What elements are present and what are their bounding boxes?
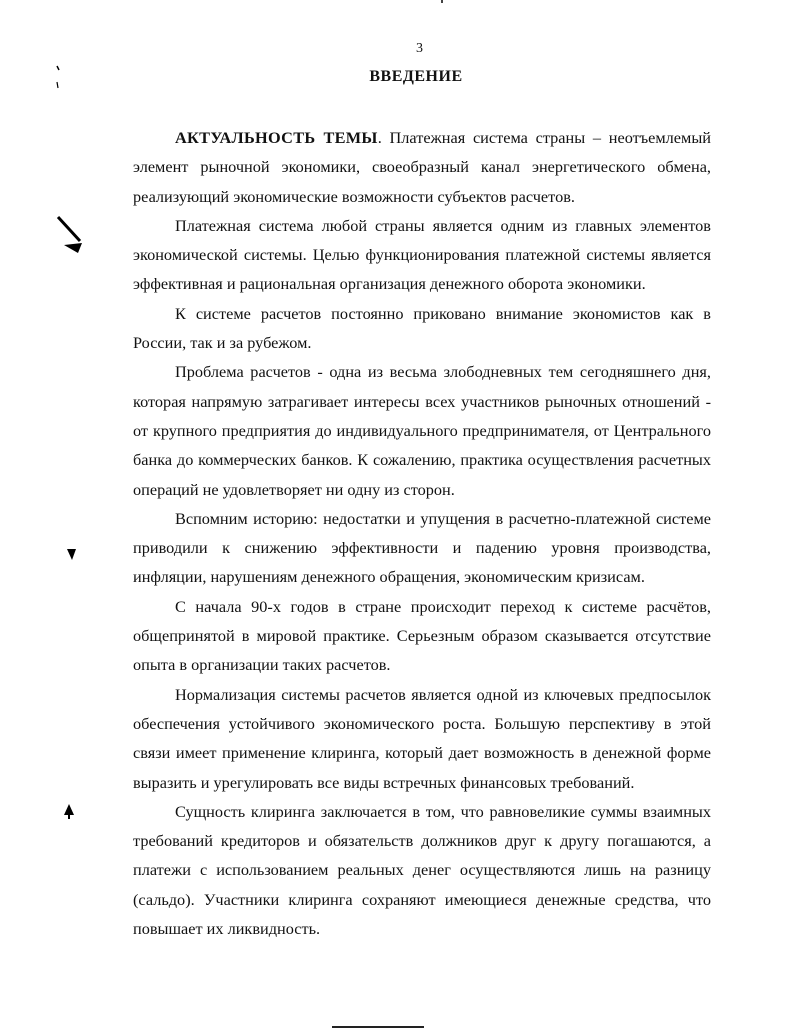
lead-heading: АКТУАЛЬНОСТЬ ТЕМЫ <box>175 128 378 147</box>
paragraph: Проблема расчетов - одна из весьма злободневных тем сегодняшнего дня, которая напрямую затрагивает интересы всех участников рыночных отношений - от крупного предприятия до индивидуального предпринимателя, от Центрального банка до коммерческих банков. К сожалению, практика осуществления расчетных операций не удовлетворяет ни одну из сторон. <box>133 362 711 499</box>
bottom-scan-mark <box>332 1026 424 1028</box>
document-body <box>133 123 711 943</box>
paragraph: Вспомним историю: недостатки и упущения в расчетно-платежной системе приводили к снижению эффективности и падению уровня производства, инфляции, нарушениям денежного обращения, экономическим кризисам. <box>133 508 711 587</box>
paragraph: С начала 90-х годов в стране происходит переход к системе расчётов, общепринятой в мировой практике. Серьезным образом сказывается отсутствие опыта в организации таких расчетов. <box>133 596 711 675</box>
top-scan-mark <box>441 0 443 3</box>
paragraph: Платежная система любой страны является одним из главных элементов экономической системы. Целью функционирования платежной системы является эффективная и рациональная организация денежного оборота экономики. <box>133 215 711 294</box>
paragraph: Сущность клиринга заключается в том, что равновеликие суммы взаимных требований кредиторов и обязательств должников друг к другу погашаются, а платежи с использованием реальных денег осуществляются лишь на разницу (сальдо). Участники клиринга сохраняют имеющиеся денежные средства, что повышает их ликвидность. <box>133 801 711 939</box>
paragraph-relevance <box>133 123 711 211</box>
page-number: 3 <box>416 41 423 56</box>
page-title: ВВЕДЕНИЕ <box>369 68 463 85</box>
scan-binding-mark-icon <box>56 215 86 257</box>
paragraph-text: . Платежная система страны – неотъемлемый элемент рыночной экономики, своеобразный канал энергетического обмена, реализующий экономические возможности субъектов расчетов. <box>133 128 711 206</box>
scan-binding-mark-icon <box>54 64 64 92</box>
paragraph: Нормализация системы расчетов является одной из ключевых предпосылок обеспечения устойчивого экономического роста. Большую перспективу в этой связи имеет применение клиринга, который дает возможность в денежной форме выразить и урегулировать все виды встречных финансовых требований. <box>133 684 711 792</box>
paragraph: К системе расчетов постоянно приковано внимание экономистов как в России, так и за рубежом. <box>133 303 711 353</box>
scan-binding-mark-icon <box>62 803 76 821</box>
scan-binding-mark-icon <box>66 547 78 563</box>
